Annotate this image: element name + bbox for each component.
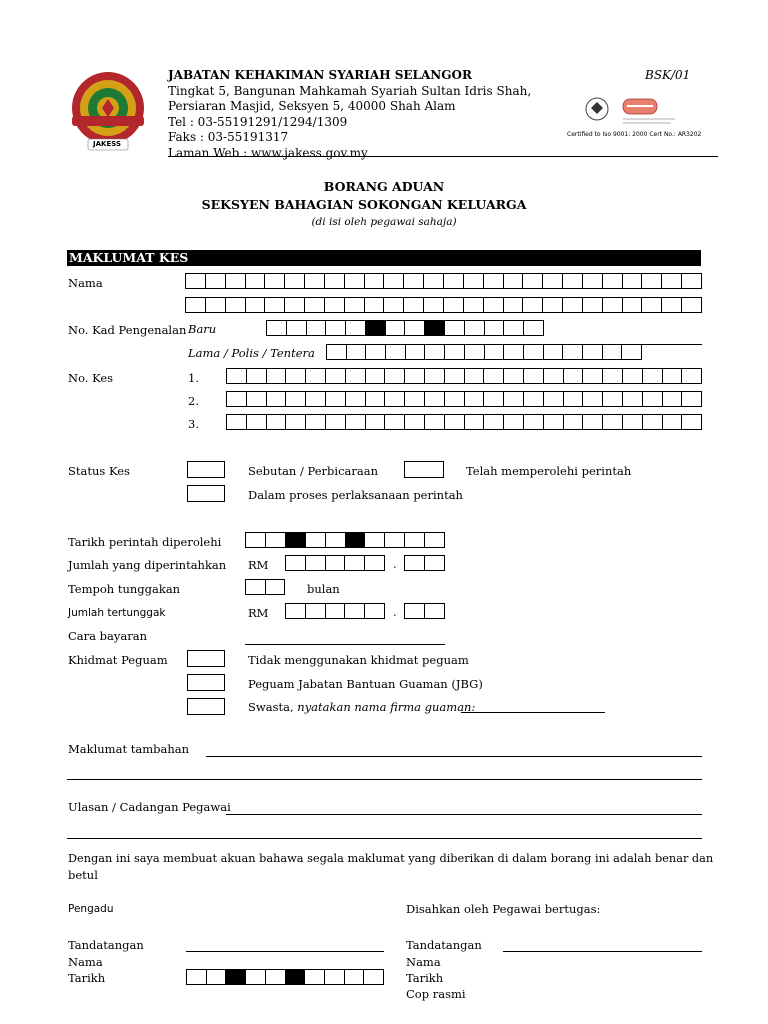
ulasan-line-2[interactable]	[67, 838, 702, 839]
cert-text: Certified to Iso 9001: 2000 Cert No.: AR3202	[567, 131, 702, 138]
org-name: JABATAN KEHAKIMAN SYARIAH SELANGOR	[168, 68, 472, 82]
status-sebutan-checkbox[interactable]	[187, 461, 225, 478]
ulasan-field[interactable]	[226, 814, 702, 815]
jumlah-tertunggak-label: Jumlah tertunggak	[68, 607, 166, 619]
jumlah-diperintahkan-field[interactable]	[285, 555, 385, 571]
nama-pegawai-label: Nama	[406, 955, 441, 969]
ic-baru-field[interactable]	[266, 320, 544, 336]
nama-field-2[interactable]	[185, 297, 702, 313]
form-title: BORANG ADUAN	[323, 179, 445, 194]
form-subtitle: SEKSYEN BAHAGIAN SOKONGAN KELUARGA	[201, 197, 527, 212]
rm-label-2: RM	[248, 606, 269, 620]
status-sebutan-label: Sebutan / Perbicaraan	[248, 464, 378, 478]
status-perintah-label: Telah memperolehi perintah	[466, 464, 632, 478]
ic-lama-line	[642, 344, 702, 345]
nama-pengadu-label: Nama	[68, 955, 103, 969]
jumlah-tertunggak-cents[interactable]	[404, 603, 445, 619]
maklumat-tambahan-line-2[interactable]	[67, 779, 702, 780]
ic-baru-label: Baru	[188, 322, 217, 336]
form-code: BSK/01	[645, 68, 691, 82]
nama-field-1[interactable]	[185, 273, 702, 289]
sirim-cert-icon	[583, 96, 683, 134]
tandatangan-pegawai-label: Tandatangan	[406, 938, 482, 952]
tarikh-perintah-field[interactable]	[245, 532, 445, 548]
address-line-1: Tingkat 5, Bangunan Mahkamah Syariah Sultan Idris Shah,	[168, 83, 532, 98]
status-kes-label: Status Kes	[68, 464, 130, 478]
declaration-text: Dengan ini saya membuat akuan bahawa segala maklumat yang diberikan di dalam borang ini adalah benar dan	[68, 852, 714, 865]
kes-3-field[interactable]	[226, 414, 702, 430]
tempoh-label: Tempoh tunggakan	[68, 582, 181, 596]
pengadu-label: Pengadu	[68, 903, 114, 915]
cara-bayaran-field[interactable]	[245, 644, 445, 645]
khidmat-swasta-text: Swasta,	[248, 700, 298, 714]
section-header: MAKLUMAT KES	[69, 250, 189, 265]
khidmat-tidak-checkbox[interactable]	[187, 650, 225, 667]
rm-label-1: RM	[248, 558, 269, 572]
ic-lama-field[interactable]	[326, 344, 642, 360]
section-header-bar	[67, 250, 701, 266]
kes-1-field[interactable]	[226, 368, 702, 384]
tandatangan-pegawai-field[interactable]	[503, 951, 702, 952]
logo-text: JAKESS	[93, 140, 121, 148]
kes-3-label: 3.	[188, 417, 199, 431]
jumlah-diperintahkan-label: Jumlah yang diperintahkan	[68, 558, 227, 572]
status-proses-label: Dalam proses perlaksanaan perintah	[248, 488, 463, 502]
khidmat-jbg-checkbox[interactable]	[187, 674, 225, 691]
kes-1-label: 1.	[188, 371, 199, 385]
maklumat-tambahan-label: Maklumat tambahan	[68, 742, 189, 756]
cop-rasmi-label: Cop rasmi	[406, 987, 466, 1001]
cara-bayaran-label: Cara bayaran	[68, 629, 147, 643]
khidmat-swasta-note: nyatakan nama firma guaman:	[297, 700, 476, 714]
kes-2-field[interactable]	[226, 391, 702, 407]
declaration-text-2: betul	[68, 868, 98, 882]
jumlah-diperintahkan-cents[interactable]	[404, 555, 445, 571]
fax: Faks : 03-55191317	[168, 130, 289, 144]
telephone: Tel : 03-55191291/1294/1309	[168, 114, 348, 129]
certification-logos	[583, 96, 683, 134]
status-perintah-checkbox[interactable]	[404, 461, 444, 478]
tandatangan-pengadu-field[interactable]	[186, 951, 384, 952]
ic-lama-label: Lama / Polis / Tentera	[188, 346, 315, 360]
khidmat-tidak-label: Tidak menggunakan khidmat peguam	[248, 653, 469, 667]
ic-label: No. Kad Pengenalan	[68, 323, 187, 337]
tempoh-field[interactable]	[245, 579, 285, 595]
khidmat-jbg-label: Peguam Jabatan Bantuan Guaman (JBG)	[248, 677, 483, 691]
khidmat-swasta-label	[248, 700, 475, 714]
address-line-2: Persiaran Masjid, Seksyen 5, 40000 Shah Alam	[168, 99, 456, 113]
khidmat-swasta-checkbox[interactable]	[187, 698, 225, 715]
tandatangan-pengadu-label: Tandatangan	[68, 938, 144, 952]
decimal-point-2: .	[393, 605, 397, 619]
disahkan-label: Disahkan oleh Pegawai bertugas:	[406, 902, 601, 916]
maklumat-tambahan-field[interactable]	[206, 756, 702, 757]
jakess-logo	[62, 66, 154, 158]
tarikh-pegawai-label: Tarikh	[406, 971, 444, 985]
nama-label: Nama	[68, 276, 103, 290]
kes-2-label: 2.	[188, 394, 199, 408]
tarikh-pengadu-label: Tarikh	[68, 971, 106, 985]
form-note: (di isi oleh pegawai sahaja)	[311, 216, 457, 228]
khidmat-peguam-label: Khidmat Peguam	[68, 653, 168, 667]
no-kes-label: No. Kes	[68, 371, 114, 385]
tarikh-pengadu-field[interactable]	[186, 969, 384, 985]
firma-guaman-field[interactable]	[461, 712, 605, 713]
decimal-point-1: .	[393, 557, 397, 571]
header-divider	[168, 156, 718, 157]
ulasan-label: Ulasan / Cadangan Pegawai	[68, 800, 231, 814]
jumlah-tertunggak-field[interactable]	[285, 603, 385, 619]
website: Laman Web : www.jakess.gov.my	[168, 145, 368, 160]
bulan-label: bulan	[307, 582, 340, 596]
tarikh-perintah-label: Tarikh perintah diperolehi	[68, 535, 222, 549]
status-proses-checkbox[interactable]	[187, 485, 225, 502]
